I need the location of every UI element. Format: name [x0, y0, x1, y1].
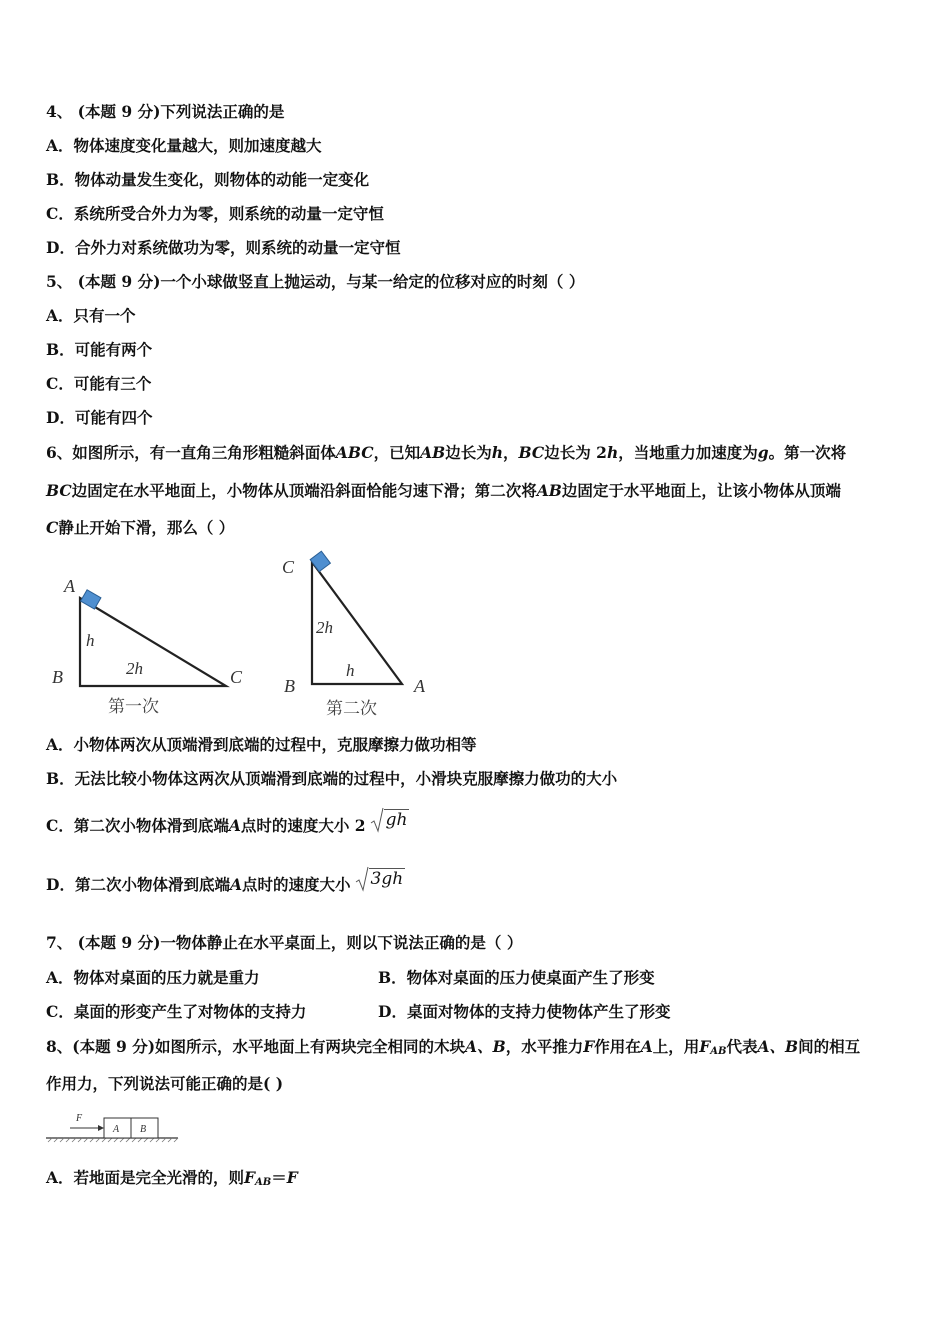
label-block-b: B [140, 1124, 147, 1135]
q8-var: F [583, 1037, 595, 1056]
q6-option-c [46, 810, 409, 836]
q8-text: 作用在 [594, 1037, 641, 1056]
q6-text: 点时的速度大小 [241, 875, 351, 894]
q6-radicand: gh [385, 810, 408, 830]
q7-option-b: B．物体对桌面的压力使桌面产生了形变 [378, 968, 655, 987]
q6-option-a: A．小物体两次从顶端滑到底端的过程中，克服摩擦力做功相等 [46, 735, 477, 754]
q6-var: BC [518, 443, 545, 462]
q6-option-b: B．无法比较小物体这两次从顶端滑到底端的过程中，小滑块克服摩擦力做功的大小 [46, 769, 618, 788]
q6-var: AB [420, 443, 446, 462]
q8-var: F [244, 1168, 256, 1187]
q8-var: A [640, 1037, 653, 1056]
label-h2: h [346, 661, 355, 680]
sqrt-symbol [355, 868, 406, 889]
q8-subscript: AB [255, 1177, 272, 1188]
q8-option-a [46, 1168, 298, 1193]
q8-text: A．若地面是完全光滑的，则 [46, 1168, 245, 1187]
q8-text: 代表 [726, 1037, 758, 1056]
q4-option-d: D．合外力对系统做功为零，则系统的动量一定守恒 [46, 238, 401, 257]
label-b2: B [284, 676, 295, 696]
q6-var: AB [536, 481, 562, 500]
q6-stem-line1 [46, 443, 846, 463]
q8-text: 上，用 [652, 1037, 700, 1056]
q6-var: A [228, 816, 241, 835]
q8-text: ，水平推力 [505, 1037, 584, 1056]
label-a2: A [414, 676, 425, 696]
sqrt-symbol [370, 809, 410, 830]
q6-text: 边固定于水平地面上，让该小物体从顶端 [561, 481, 841, 500]
q8-var: F [286, 1168, 298, 1187]
q6-text: D．第二次小物体滑到底端 [46, 875, 230, 894]
caption-first: 第一次 [108, 697, 159, 716]
q4-stem: 4、 (本题 9 分)下列说法正确的是 [46, 102, 285, 121]
q6-text: 边长为 [445, 443, 492, 462]
q6-text: ， [503, 443, 519, 462]
q6-text: C．第二次小物体滑到底端 [46, 816, 229, 835]
q4-option-a: A．物体速度变化量越大，则加速度越大 [46, 136, 322, 155]
q8-var: A、B [757, 1037, 799, 1056]
q6-var: h [606, 443, 619, 462]
q5-option-c: C．可能有三个 [46, 374, 152, 393]
q8-stem-line1 [46, 1037, 860, 1062]
label-block-a: A [113, 1124, 120, 1135]
q6-text: 静止开始下滑，那么（ ） [58, 518, 235, 537]
q8-text: 8、(本题 9 分)如图所示，水平地面上有两块完全相同的木块 [46, 1037, 466, 1056]
q5-option-a: A．只有一个 [46, 306, 136, 325]
q6-radicand: 3gh [370, 869, 404, 889]
label-b: B [52, 667, 63, 687]
label-2h2: 2h [316, 618, 333, 637]
label-a: A [64, 576, 75, 596]
q5-option-b: B．可能有两个 [46, 340, 153, 359]
q8-var: F [699, 1037, 711, 1056]
q6-text: 边长为 2 [544, 443, 607, 462]
q5-stem: 5、 (本题 9 分)一个小球做竖直上抛运动，与某一给定的位移对应的时刻（ ） [46, 272, 585, 291]
triangle-first [52, 576, 243, 716]
label-2h: 2h [126, 659, 143, 678]
q8-subscript: AB [710, 1046, 727, 1057]
q6-option-d [46, 869, 405, 895]
label-h: h [86, 631, 95, 650]
q6-text: 6、如图所示，有一直角三角形粗糙斜面体 [46, 443, 336, 462]
q8-stem-line2: 作用力，下列说法可能正确的是( ) [46, 1074, 284, 1093]
triangle-second [282, 551, 426, 718]
q6-text: ，已知 [373, 443, 421, 462]
q4-option-b: B．物体动量发生变化，则物体的动能一定变化 [46, 170, 370, 189]
q6-stem-line3 [46, 518, 234, 538]
q6-var: BC [46, 481, 72, 500]
q7-option-a: A．物体对桌面的压力就是重力 [46, 968, 260, 987]
q6-var: C [46, 518, 59, 537]
q5-option-d: D．可能有四个 [46, 408, 153, 427]
caption-second: 第二次 [326, 699, 377, 718]
q7-stem: 7、 (本题 9 分)一物体静止在水平桌面上，则以下说法正确的是（ ） [46, 933, 523, 952]
q6-text: 边固定在水平地面上，小物体从顶端沿斜面恰能匀速下滑；第二次将 [71, 481, 537, 500]
q8-figure [44, 1108, 184, 1148]
q7-option-c: C．桌面的形变产生了对物体的支持力 [46, 1002, 307, 1021]
q8-text: ＝ [271, 1168, 287, 1187]
q6-stem-line2 [46, 481, 841, 501]
q8-text: 间的相互 [798, 1037, 861, 1056]
q7-row1 [46, 968, 906, 988]
q6-text: ，当地重力加速度为 [618, 443, 758, 462]
q6-figure [40, 548, 440, 723]
q6-text: 。第一次将 [768, 443, 847, 462]
q8-var: A、B [465, 1037, 506, 1056]
q6-var: A [229, 875, 242, 894]
label-c: C [230, 667, 243, 687]
q7-row2 [46, 1002, 906, 1022]
q6-var: ABC [335, 443, 374, 462]
q6-var: g [757, 443, 769, 462]
label-f: F [76, 1113, 83, 1124]
label-c2: C [282, 557, 295, 577]
q7-option-d: D．桌面对物体的支持力使物体产生了形变 [378, 1002, 671, 1021]
q6-text: 点时的速度大小 2 [240, 816, 366, 835]
q6-var: h [491, 443, 504, 462]
q4-option-c: C．系统所受合外力为零，则系统的动量一定守恒 [46, 204, 384, 223]
